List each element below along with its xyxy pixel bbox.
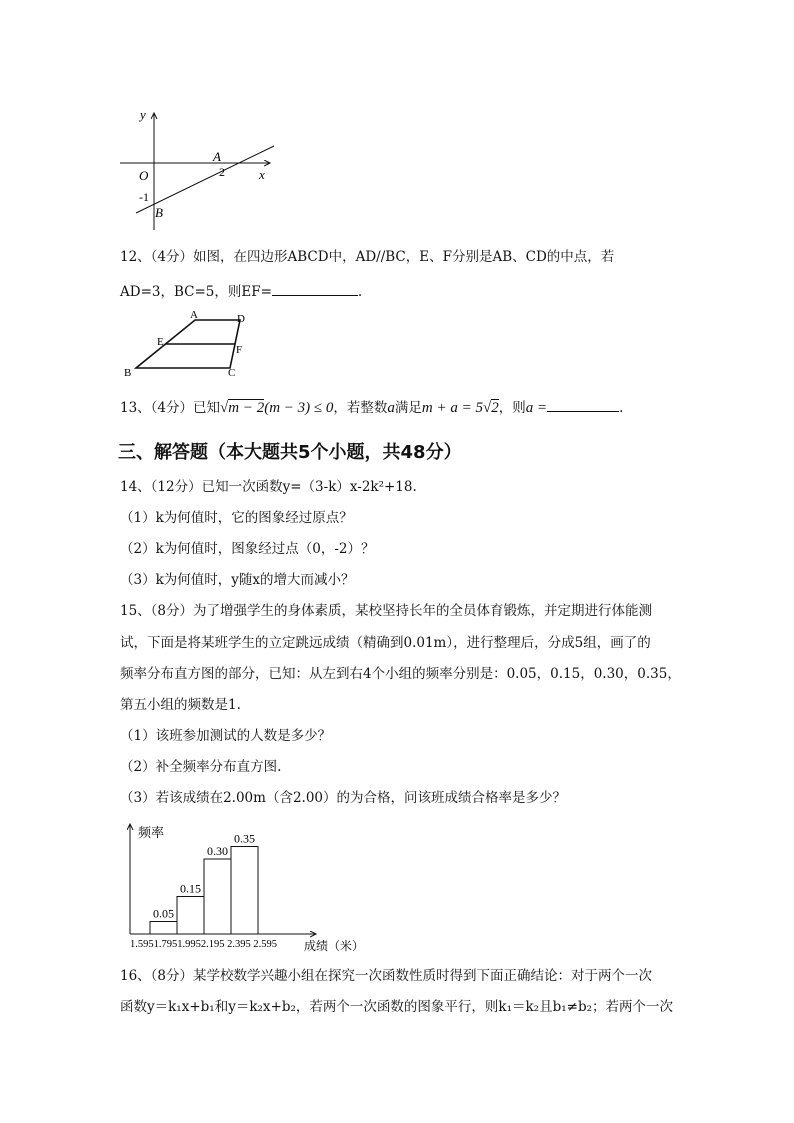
q12-line2 [120, 281, 362, 302]
point-e-label: E [157, 336, 164, 348]
histogram-y-label: 频率 [138, 825, 165, 840]
q15-part1: （1）该班参加测试的人数是多少？ [120, 728, 332, 744]
histogram-bar [177, 897, 204, 935]
point-b-label: B [155, 205, 163, 220]
q14-part2: （2）k为何值时，图象经过点（0，-2）？ [120, 541, 375, 557]
frequency-histogram [120, 814, 380, 956]
q13-period: . [619, 400, 624, 416]
origin-label: O [139, 168, 149, 183]
y-intercept-label: -1 [139, 190, 149, 204]
q13-mid: ，若整数 [333, 400, 388, 416]
histogram-bar-label: 0.05 [153, 906, 174, 921]
q15-line4: 第五小组的频数是1. [120, 697, 241, 713]
q13-var-a: a [387, 400, 395, 416]
q13-sqrt-arg: m − 2 [228, 400, 265, 416]
q14-part3: （3）k为何值时，y随x的增大而减小？ [120, 572, 355, 588]
q15-line2: 试，下面是将某班学生的立定跳远成绩（精确到0.01m），进行整理后，分成5组，画了的 [120, 635, 651, 651]
q13-sqrt2-arg: 2 [491, 400, 499, 416]
q15-part2: （2）补全频率分布直方图. [120, 759, 282, 775]
histogram-bar [204, 859, 231, 934]
histogram-bar [150, 922, 177, 935]
figure-trapezoid [120, 308, 260, 380]
q15-part3: （3）若该成绩在2.00m（含2.00）的为合格，问该班成绩合格率是多少？ [120, 790, 567, 806]
q14-stem: 14、（12分）已知一次函数y=（3-k）x-2k²+18. [120, 479, 417, 495]
q16-line1: 16、（8分）某学校数学兴趣小组在探究一次函数性质时得到下面正确结论：对于两个一次 [120, 968, 653, 984]
q13-paren: (m − 3) ≤ 0 [264, 400, 334, 416]
vertex-b-label: B [124, 367, 132, 379]
q13-sqrt2: √2 [483, 400, 499, 416]
q13-prefix: 13、（4分）已知 [120, 400, 221, 416]
histogram-bar-label: 0.15 [180, 881, 201, 896]
histogram-x-label: 成绩（米） [304, 939, 365, 953]
histogram-x-ticks: 1.5951.7951.9952.195 2.395 2.595 [130, 939, 277, 950]
x-axis-label: x [259, 167, 265, 182]
q12-line2-text: AD=3，BC=5，则EF= [120, 284, 272, 300]
q13-answer-blank[interactable] [547, 397, 619, 412]
q15-line3: 频率分布直方图的部分，已知：从左到右4个小组的频率分别是：0.05，0.15，0.30，0.35， [120, 666, 681, 682]
point-a-label: A [213, 149, 221, 164]
histogram-bar [231, 847, 258, 935]
q12-line1: 12、（4分）如图，在四边形ABCD中，AD//BC，E、F分别是AB、CD的中点，若 [120, 249, 615, 265]
q13-ans: a = [525, 400, 548, 416]
graph-line [136, 146, 274, 213]
vertex-c-label: C [228, 367, 236, 379]
vertex-d-label: D [237, 313, 245, 325]
point-f-label: F [236, 344, 243, 356]
q15-line1: 15、（8分）为了增强学生的身体素质，某校坚持长年的全员体育锻炼，并定期进行体能测 [120, 603, 653, 619]
q12-period: . [357, 284, 363, 300]
x-intercept-label: 2 [219, 165, 225, 179]
q13-sqrt: √m − 2 [220, 400, 265, 416]
histogram-bar-label: 0.30 [207, 844, 228, 858]
q13-mid3: ，则 [498, 400, 526, 416]
q13-eq: m + a = 5 [421, 400, 483, 416]
q16-line2: 函数y＝k₁x+b₁和y＝k₂x+b₂，若两个一次函数的图象平行，则k₁＝k₂且b₁≠b₂；若两个一次 [120, 999, 673, 1015]
q13 [120, 397, 623, 418]
vertex-a-label: A [190, 309, 198, 321]
figure-linear-function [112, 105, 282, 235]
q13-mid2: 满足 [394, 400, 422, 416]
section-title: 三、解答题（本大题共5个小题，共48分） [118, 442, 462, 463]
q14-part1: （1）k为何值时，它的图象经过原点？ [120, 510, 353, 526]
q12-answer-blank[interactable] [272, 281, 358, 296]
histogram-bar-label: 0.35 [234, 831, 255, 846]
y-axis-label: y [140, 107, 146, 122]
